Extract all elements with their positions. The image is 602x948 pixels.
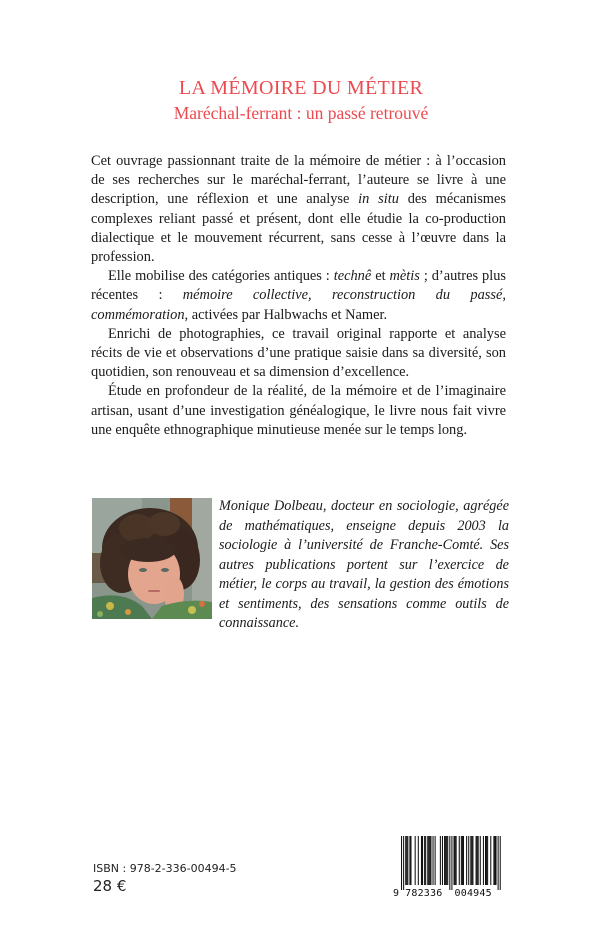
summary-paragraph-1: Cet ouvrage passionnant traite de la mémoire de métier : à l’occasion de ses recherches sur le maréchal-ferrant, l’auteure se livre à une description, une réflexion et une analyse in situ des mécanismes complexes reliant passé et présent, dont elle étudie la co-production dialectique et le mouvement récurrent, sans cesse à l’œuvre dans la profession. bbox=[91, 153, 506, 266]
book-subtitle: Maréchal-ferrant : un passé retrouvé bbox=[173, 103, 429, 123]
isbn-label: ISBN : 978-2-336-00494-5 bbox=[93, 862, 237, 875]
ean13-barcode bbox=[392, 835, 510, 899]
author-bio: Monique Dolbeau, docteur en sociologie, agrégée de mathématiques, enseigne depuis 2003 la sociologie à l’université de Franche-Comté. Ses autres publications portent sur l’exercice de métier, le corps au travail, la gestion des émotions et sentiments, des sensations comme outils de connaissance. bbox=[219, 498, 509, 631]
back-cover-summary bbox=[91, 152, 506, 440]
svg-text:004945: 004945 bbox=[454, 888, 492, 899]
author-portrait-image bbox=[92, 498, 212, 619]
book-title: LA MÉMOIRE DU MÉTIER bbox=[178, 77, 424, 99]
svg-text:9: 9 bbox=[393, 888, 400, 899]
barcode-bars bbox=[392, 835, 510, 899]
svg-text:782336: 782336 bbox=[405, 888, 443, 899]
summary-paragraph-2: Elle mobilise des catégories antiques : technê et mètis ; d’autres plus récentes : mémoire collective, reconstruction du passé, commémoration, activées par Halbwachs et Namer. bbox=[91, 268, 506, 323]
author-photo bbox=[92, 498, 212, 619]
summary-paragraph-4: Étude en profondeur de la réalité, de la mémoire et de l’imaginaire artisan, usant d’une investigation généalogique, le livre nous fait vivre une enquête ethnographique minutieuse menée sur le temps long. bbox=[91, 383, 506, 438]
summary-paragraph-3: Enrichi de photographies, ce travail original rapporte et analyse récits de vie et observations d’une pratique saisie dans sa diversité, son quotidien, son renouveau et sa dimension d’excellence. bbox=[91, 325, 506, 381]
price-label: 28 € bbox=[93, 877, 127, 895]
